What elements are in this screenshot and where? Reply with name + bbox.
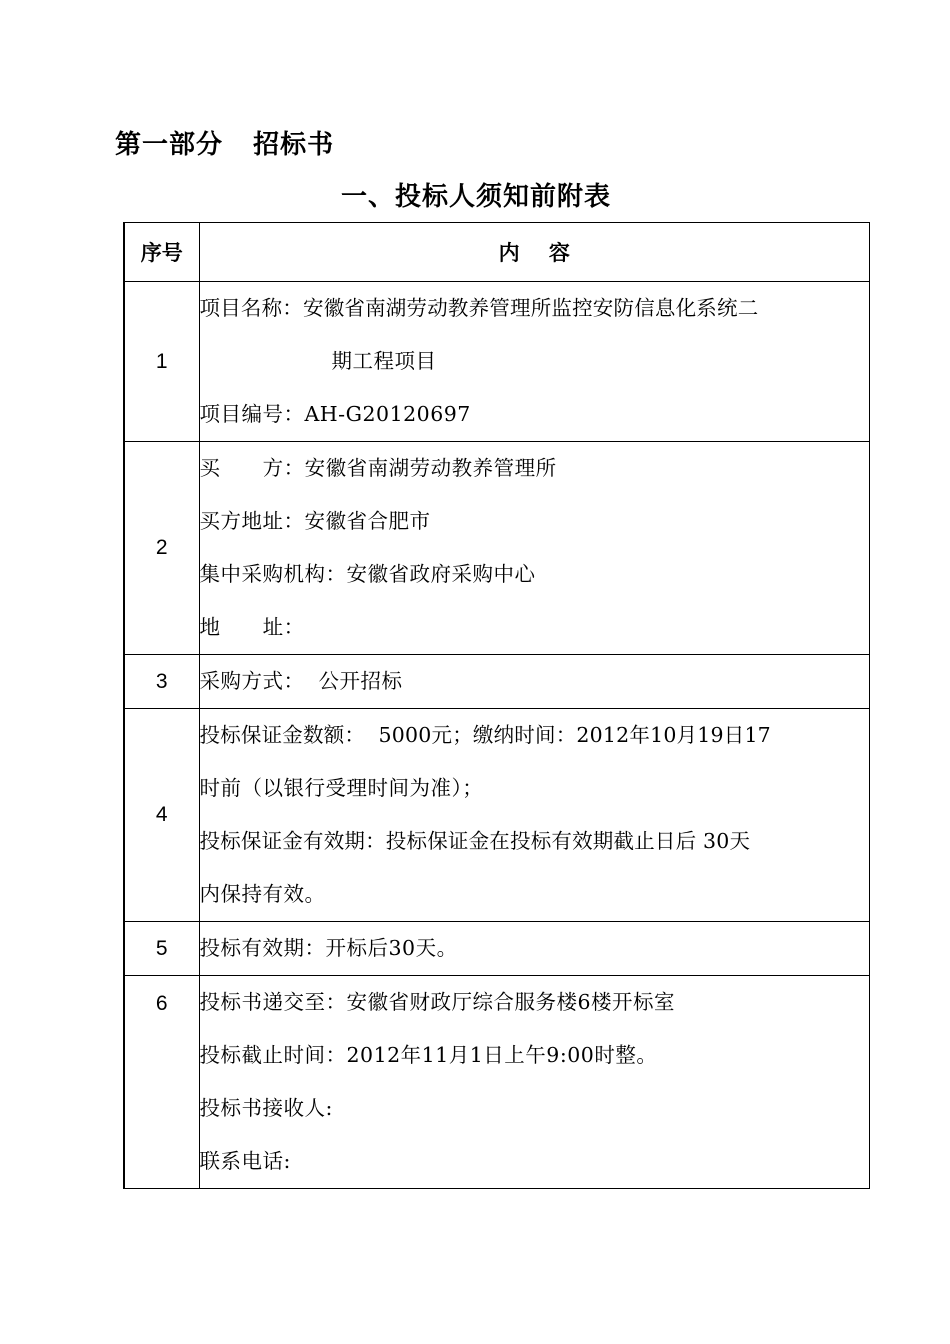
bid-deadline-line: 投标截止时间：2012年11月1日上午9:00时整。 (199, 1043, 658, 1067)
row-content (199, 922, 870, 976)
bid-bond-validity-line: 投标保证金有效期：投标保证金在投标有效期截止日后 30天 (199, 829, 751, 853)
part-title: 第一部分 招标书 (115, 130, 335, 160)
row-number: 5 (124, 922, 199, 976)
project-name-continuation: 期工程项目 (331, 349, 437, 373)
row-number: 1 (124, 282, 199, 442)
buyer-address-line: 买方地址：安徽省合肥市 (199, 509, 431, 533)
table-row (124, 709, 870, 922)
contact-phone-line: 联系电话: (199, 1149, 291, 1173)
table-header-row (124, 223, 870, 282)
row-number: 6 (124, 976, 199, 1189)
table-row (124, 976, 870, 1189)
table-row (124, 442, 870, 655)
project-number-line: 项目编号：AH-G20120697 (199, 402, 471, 426)
row-number: 2 (124, 442, 199, 655)
section-title: 一、投标人须知前附表 (340, 182, 611, 212)
project-name-line: 项目名称：安徽省南湖劳动教养管理所监控安防信息化系统二 (199, 296, 759, 320)
address-line: 地 址： (199, 615, 305, 639)
procurement-method-line: 采购方式： 公开招标 (199, 669, 403, 693)
row-content (199, 282, 870, 442)
bid-bond-amount-line: 投标保证金数额： 5000元；缴纳时间：2012年10月19日17 (199, 723, 771, 747)
header-content: 内 容 (199, 223, 870, 282)
buyer-line: 买 方：安徽省南湖劳动教养管理所 (199, 456, 557, 480)
header-number: 序号 (124, 223, 199, 282)
row-content (199, 709, 870, 922)
bid-receiver-line: 投标书接收人: (199, 1096, 333, 1120)
table-row (124, 282, 870, 442)
table-row (124, 922, 870, 976)
row-number: 4 (124, 709, 199, 922)
bid-bond-amount-continuation: 时前（以银行受理时间为准）； (199, 776, 484, 800)
row-number: 3 (124, 655, 199, 709)
row-content (199, 442, 870, 655)
row-content (199, 655, 870, 709)
bidder-instructions-table (123, 222, 870, 1189)
submission-location-line: 投标书递交至：安徽省财政厅综合服务楼6楼开标室 (199, 990, 676, 1014)
procurement-agency-line: 集中采购机构：安徽省政府采购中心 (199, 562, 536, 586)
bid-validity-line: 投标有效期：开标后30天。 (199, 936, 458, 960)
bid-bond-validity-continuation: 内保持有效。 (199, 882, 326, 906)
row-content (199, 976, 870, 1189)
table-row (124, 655, 870, 709)
